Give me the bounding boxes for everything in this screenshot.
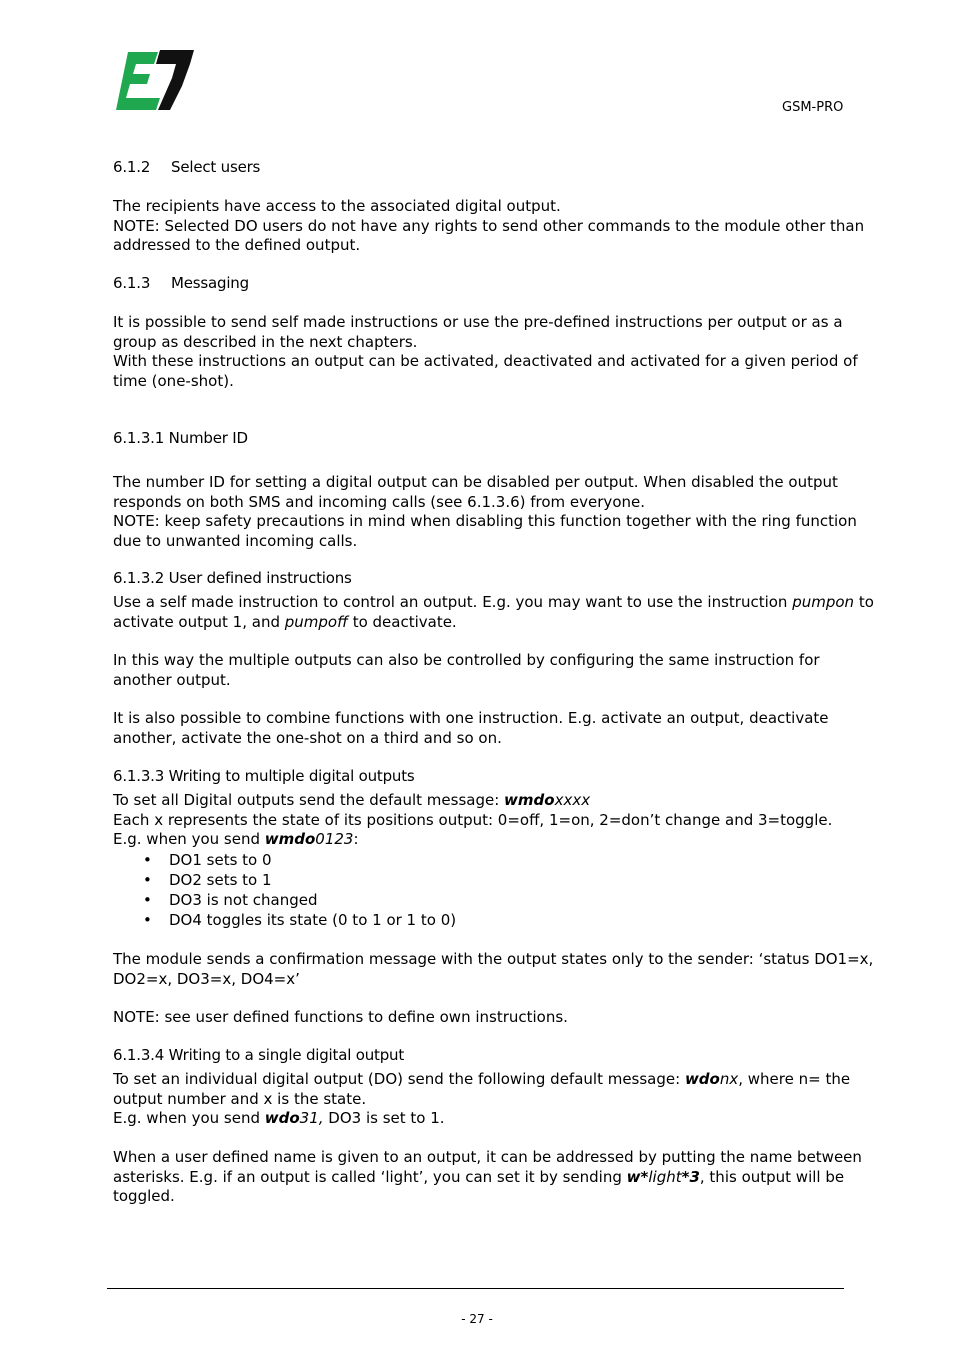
page-number: - 27 - [461, 1312, 493, 1326]
text-line: The module sends a confirmation message with the output states only to the sender: ‘status DO1=x, [113, 950, 874, 968]
paragraph-user-defined-3 [113, 709, 843, 748]
command-keyword: wdo [264, 1109, 300, 1128]
list-item: • DO3 is not changed [113, 890, 456, 910]
section-heading-6-1-3 [113, 274, 249, 292]
section-heading-6-1-2 [113, 158, 260, 176]
text-line: asterisks. E.g. if an output is called ‘light’, you can set it by sending w*light*3, this output will be [113, 1167, 845, 1186]
command-keyword: wmdo [264, 830, 316, 849]
text-line: NOTE: Selected DO users do not have any rights to send other commands to the module other than [113, 216, 865, 235]
instruction-example: pumpon [792, 593, 855, 611]
command-keyword: wdo [684, 1070, 720, 1088]
text-line: DO2=x, DO3=x, DO4=x’ [113, 969, 300, 988]
paragraph-messaging [113, 313, 858, 392]
text-line: responds on both SMS and incoming calls (see 6.1.3.6) from everyone. [113, 492, 645, 511]
section-number: 6.1.2 [113, 158, 151, 176]
text-line: In this way the multiple outputs can also be controlled by configuring the same instruction for [113, 651, 820, 669]
text-line: due to unwanted incoming calls. [113, 532, 358, 551]
text-line: When a user defined name is given to an output, it can be addressed by putting the name between [113, 1148, 862, 1166]
text-line: E.g. when you send wmdo0123: [113, 830, 359, 849]
text-line: With these instructions an output can be activated, deactivated and activated for a given period of [113, 352, 858, 371]
text-line: Use a self made instruction to control an output. E.g. you may want to use the instruction pumpon to [113, 593, 874, 611]
text-line: Each x represents the state of its positions output: 0=off, 1=on, 2=don’t change and 3=toggle. [113, 810, 833, 829]
paragraph-number-id [113, 473, 857, 552]
text-line: To set an individual digital output (DO) send the following default message: wdonx, where n= the [113, 1070, 851, 1088]
paragraph-multiple-outputs [113, 791, 843, 850]
instruction-example: pumpoff [284, 612, 348, 631]
footer-divider [107, 1288, 844, 1289]
paragraph-named-output [113, 1148, 862, 1207]
paragraph-user-defined-2 [113, 651, 843, 690]
section-heading-6-1-3-2: 6.1.3.2 User defined instructions [113, 569, 352, 587]
text-line: It is also possible to combine functions with one instruction. E.g. activate an output, deactivate [113, 709, 829, 727]
paragraph-note [113, 1008, 843, 1028]
company-logo [114, 48, 196, 112]
paragraph-single-output [113, 1070, 851, 1129]
command-keyword: w* [626, 1167, 649, 1186]
list-item: • DO2 sets to 1 [113, 870, 456, 890]
text-line: output number and x is the state. [113, 1089, 367, 1108]
text-line: activate output 1, and pumpoff to deactivate. [113, 612, 457, 631]
text-line: another, activate the one-shot on a third and so on. [113, 728, 502, 747]
text-line: The number ID for setting a digital output can be disabled per output. When disabled the output [113, 473, 838, 491]
text-line: group as described in the next chapters. [113, 332, 418, 351]
section-heading-6-1-3-3: 6.1.3.3 Writing to multiple digital outputs [113, 767, 415, 785]
document-code: GSM-PRO [782, 100, 844, 115]
section-title: Messaging [171, 274, 249, 292]
section-number: 6.1.3 [113, 274, 151, 292]
paragraph-confirmation [113, 950, 874, 989]
text-line: NOTE: see user defined functions to define own instructions. [113, 1008, 568, 1026]
logo-black-shape [156, 50, 194, 110]
paragraph-user-defined-1 [113, 593, 874, 632]
text-line: The recipients have access to the associated digital output. [113, 197, 561, 215]
text-line: To set all Digital outputs send the default message: wmdoxxxx [113, 791, 591, 809]
section-heading-6-1-3-1: 6.1.3.1 Number ID [113, 429, 248, 447]
text-line: E.g. when you send wdo31, DO3 is set to 1. [113, 1109, 445, 1128]
command-keyword: wmdo [504, 791, 555, 809]
text-line: another output. [113, 670, 231, 689]
text-line: time (one-shot). [113, 372, 234, 391]
list-item: • DO1 sets to 0 [113, 850, 456, 870]
text-line: It is possible to send self made instructions or use the pre-defined instructions per output or as a [113, 313, 843, 331]
section-heading-6-1-3-4: 6.1.3.4 Writing to a single digital output [113, 1046, 405, 1064]
text-line: NOTE: keep safety precautions in mind when disabling this function together with the ring function [113, 512, 857, 531]
command-keyword: *3 [681, 1167, 700, 1186]
output-state-list [113, 850, 456, 930]
list-item: • DO4 toggles its state (0 to 1 or 1 to 0) [113, 910, 456, 930]
paragraph-select-users [113, 197, 865, 256]
text-line: toggled. [113, 1187, 175, 1206]
text-line: addressed to the defined output. [113, 236, 361, 255]
section-title: Select users [171, 158, 261, 176]
logo-green-shape [116, 52, 160, 110]
